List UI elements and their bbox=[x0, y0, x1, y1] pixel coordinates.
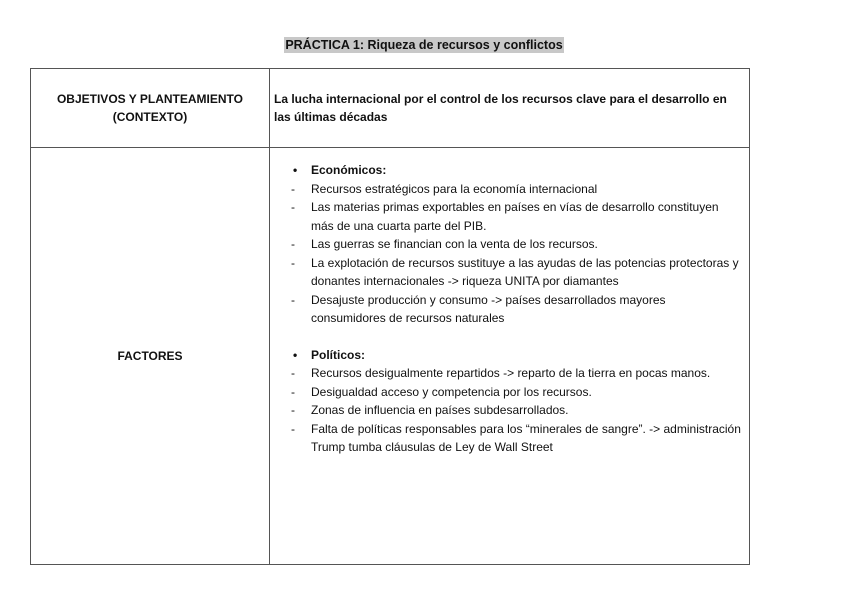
objectives-label-line1: OBJETIVOS Y PLANTEAMIENTO bbox=[56, 91, 244, 106]
context-row bbox=[31, 69, 750, 148]
economic-heading-text: Económicos: bbox=[311, 163, 387, 177]
factors-label-text: FACTORES bbox=[117, 348, 183, 363]
section-spacer bbox=[290, 328, 741, 346]
factors-row bbox=[31, 148, 750, 565]
dash-icon: - bbox=[291, 237, 295, 251]
dash-icon: - bbox=[291, 366, 295, 380]
practice-title-text: PRÁCTICA 1: Riqueza de recursos y conflictos bbox=[285, 38, 563, 52]
factors-content-cell bbox=[270, 148, 750, 565]
political-item-text: Zonas de influencia en países subdesarrollados. bbox=[311, 403, 569, 417]
list-item bbox=[290, 401, 741, 420]
political-items-list bbox=[290, 364, 741, 457]
dash-icon: - bbox=[291, 181, 295, 196]
objectives-label-line2: (CONTEXTO) bbox=[112, 110, 188, 124]
economic-item-text: La explotación de recursos sustituye a las ayudas de las potencias protectoras y donantes internacionales -> riqueza UNITA por diamantes bbox=[311, 255, 739, 288]
factors-label-cell bbox=[31, 148, 270, 565]
political-section-heading bbox=[290, 346, 741, 365]
bullet-icon: • bbox=[293, 347, 298, 362]
list-item bbox=[290, 364, 741, 383]
list-item bbox=[290, 235, 741, 254]
list-item bbox=[290, 291, 741, 328]
objectives-content-text: La lucha internacional por el control de los recursos clave para el desarrollo en las últimas décadas bbox=[274, 91, 727, 124]
list-item bbox=[290, 420, 741, 457]
list-item bbox=[290, 198, 741, 235]
practice-table bbox=[30, 68, 750, 565]
economic-item-text: Las guerras se financian con la venta de los recursos. bbox=[311, 237, 598, 251]
objectives-content-cell bbox=[270, 69, 750, 148]
dash-icon: - bbox=[291, 292, 295, 307]
dash-icon: - bbox=[291, 403, 295, 417]
political-item-text: Desigualdad acceso y competencia por los recursos. bbox=[311, 384, 592, 399]
dash-icon: - bbox=[291, 384, 295, 399]
dash-icon: - bbox=[291, 200, 295, 214]
list-item bbox=[290, 383, 741, 402]
political-item-text: Falta de políticas responsables para los “minerales de sangre”. -> administración Trump tumba cláusulas de Ley de Wall Street bbox=[311, 421, 741, 454]
political-item-text: Recursos desigualmente repartidos -> reparto de la tierra en pocas manos. bbox=[311, 366, 711, 380]
list-item bbox=[290, 180, 741, 199]
dash-icon: - bbox=[291, 421, 295, 436]
economic-items-list bbox=[290, 180, 741, 328]
economic-item-text: Recursos estratégicos para la economía internacional bbox=[311, 181, 598, 196]
economic-section-heading bbox=[290, 161, 741, 180]
bullet-icon: • bbox=[293, 163, 298, 177]
objectives-label-cell bbox=[31, 69, 270, 148]
political-heading-text: Políticos: bbox=[311, 347, 366, 362]
practice-title bbox=[0, 37, 848, 53]
economic-item-text: Desajuste producción y consumo -> países desarrollados mayores consumidores de recursos naturales bbox=[311, 292, 666, 325]
dash-icon: - bbox=[291, 255, 295, 270]
list-item bbox=[290, 254, 741, 291]
economic-item-text: Las materias primas exportables en países en vías de desarrollo constituyen más de una cuarta parte del PIB. bbox=[311, 200, 719, 233]
